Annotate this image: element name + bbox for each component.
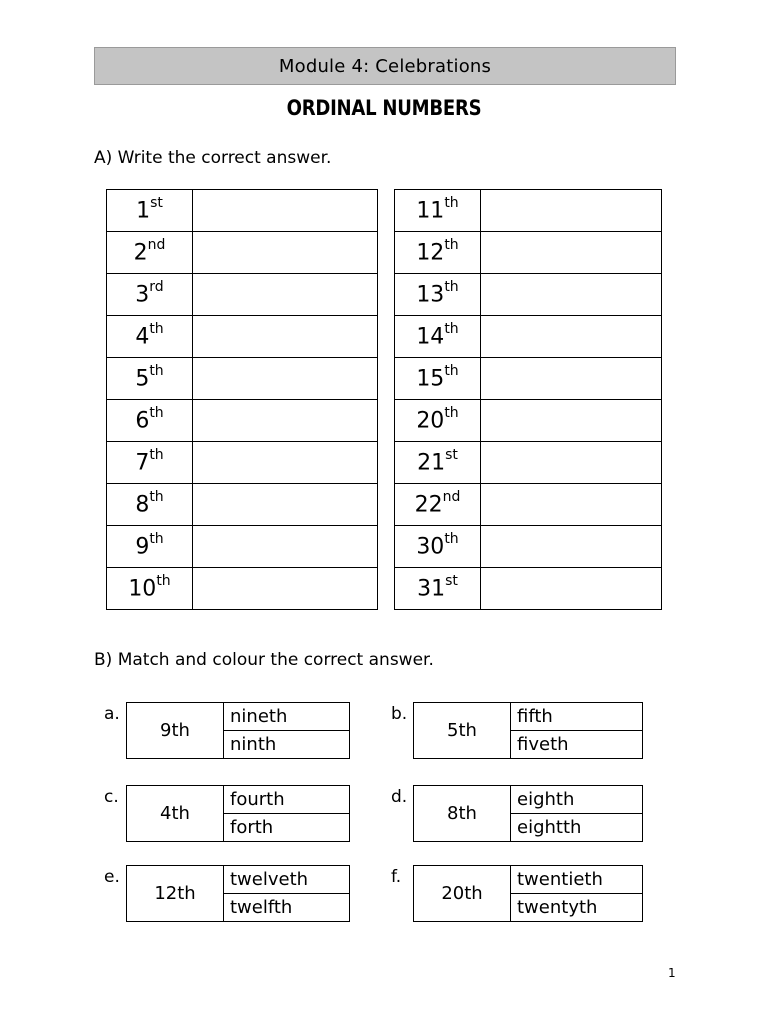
match-number: 4th <box>127 786 224 841</box>
answer-cell[interactable] <box>193 484 378 526</box>
answer-cell[interactable] <box>481 442 662 484</box>
module-header <box>94 47 676 85</box>
answer-cell[interactable] <box>481 526 662 568</box>
match-option[interactable]: eighth <box>511 786 642 814</box>
table-row <box>107 190 378 232</box>
ordinal-cell: 20th <box>395 400 481 442</box>
match-number: 20th <box>414 866 511 921</box>
match-number: 12th <box>127 866 224 921</box>
ordinal-cell: 31st <box>395 568 481 610</box>
table-row <box>395 400 662 442</box>
ordinal-cell: 5th <box>107 358 193 400</box>
match-option[interactable]: ninth <box>230 734 277 755</box>
section-b-instruction: B) Match and colour the correct answer. <box>94 650 434 670</box>
ordinal-cell: 12th <box>395 232 481 274</box>
ordinal-cell: 15th <box>395 358 481 400</box>
answer-cell[interactable] <box>193 358 378 400</box>
ordinal-cell: 22nd <box>395 484 481 526</box>
answer-cell[interactable] <box>193 526 378 568</box>
answer-cell[interactable] <box>193 568 378 610</box>
match-option[interactable]: twentyth <box>517 897 598 918</box>
answer-cell[interactable] <box>481 316 662 358</box>
answer-cell[interactable] <box>193 442 378 484</box>
ordinal-cell: 10th <box>107 568 193 610</box>
match-number: 5th <box>414 703 511 758</box>
answer-cell[interactable] <box>481 568 662 610</box>
page-title: ORDINAL NUMBERS <box>286 96 482 120</box>
table-row <box>395 568 662 610</box>
ordinal-cell: 21st <box>395 442 481 484</box>
table-row <box>395 190 662 232</box>
match-option[interactable]: fifth <box>511 703 642 731</box>
table-row <box>107 526 378 568</box>
ordinal-cell: 13th <box>395 274 481 316</box>
table-row <box>107 232 378 274</box>
ordinal-cell: 9th <box>107 526 193 568</box>
match-option[interactable]: twelfth <box>230 897 293 918</box>
match-option[interactable]: nineth <box>224 703 349 731</box>
table-row <box>107 568 378 610</box>
answer-cell[interactable] <box>481 484 662 526</box>
answer-cell[interactable] <box>481 358 662 400</box>
ordinal-cell: 6th <box>107 400 193 442</box>
match-box <box>413 785 643 842</box>
ordinal-cell: 7th <box>107 442 193 484</box>
ordinal-cell: 8th <box>107 484 193 526</box>
match-number: 9th <box>127 703 224 758</box>
table-row <box>395 316 662 358</box>
ordinal-cell: 14th <box>395 316 481 358</box>
ordinal-cell: 4th <box>107 316 193 358</box>
match-option[interactable]: fourth <box>224 786 349 814</box>
table-row <box>107 484 378 526</box>
table-row <box>395 274 662 316</box>
table-row <box>107 358 378 400</box>
match-box <box>126 785 350 842</box>
answer-cell[interactable] <box>193 316 378 358</box>
answer-cell[interactable] <box>193 232 378 274</box>
match-letter: d. <box>391 787 408 807</box>
ordinal-cell: 3rd <box>107 274 193 316</box>
table-row <box>107 400 378 442</box>
match-box <box>413 702 643 759</box>
table-row <box>107 316 378 358</box>
answer-cell[interactable] <box>193 190 378 232</box>
match-box <box>126 702 350 759</box>
answer-cell[interactable] <box>193 274 378 316</box>
module-title: Module 4: Celebrations <box>278 55 492 77</box>
table-row <box>107 274 378 316</box>
answer-cell[interactable] <box>481 400 662 442</box>
ordinal-cell: 2nd <box>107 232 193 274</box>
ordinal-cell: 30th <box>395 526 481 568</box>
table-row <box>395 484 662 526</box>
match-letter: c. <box>104 787 119 807</box>
match-box <box>413 865 643 922</box>
table-row <box>395 526 662 568</box>
match-letter: e. <box>104 867 120 887</box>
table-row <box>107 442 378 484</box>
match-letter: a. <box>104 704 120 724</box>
answer-cell[interactable] <box>481 190 662 232</box>
ordinal-cell: 1st <box>107 190 193 232</box>
table-row <box>395 358 662 400</box>
match-box <box>126 865 350 922</box>
answer-cell[interactable] <box>481 274 662 316</box>
table-row <box>395 232 662 274</box>
answer-cell[interactable] <box>481 232 662 274</box>
answer-cell[interactable] <box>193 400 378 442</box>
page-number: 1 <box>668 966 676 980</box>
ordinal-cell: 11th <box>395 190 481 232</box>
match-option[interactable]: twelveth <box>224 866 349 894</box>
ordinal-table-left <box>106 189 378 610</box>
match-option[interactable]: eightth <box>517 817 582 838</box>
match-option[interactable]: twentieth <box>511 866 642 894</box>
table-row <box>395 442 662 484</box>
section-a-instruction: A) Write the correct answer. <box>94 148 332 168</box>
match-letter: b. <box>391 704 408 724</box>
ordinal-table-right <box>394 189 662 610</box>
match-letter: f. <box>391 867 402 887</box>
match-option[interactable]: fiveth <box>517 734 569 755</box>
match-number: 8th <box>414 786 511 841</box>
match-option[interactable]: forth <box>230 817 274 838</box>
